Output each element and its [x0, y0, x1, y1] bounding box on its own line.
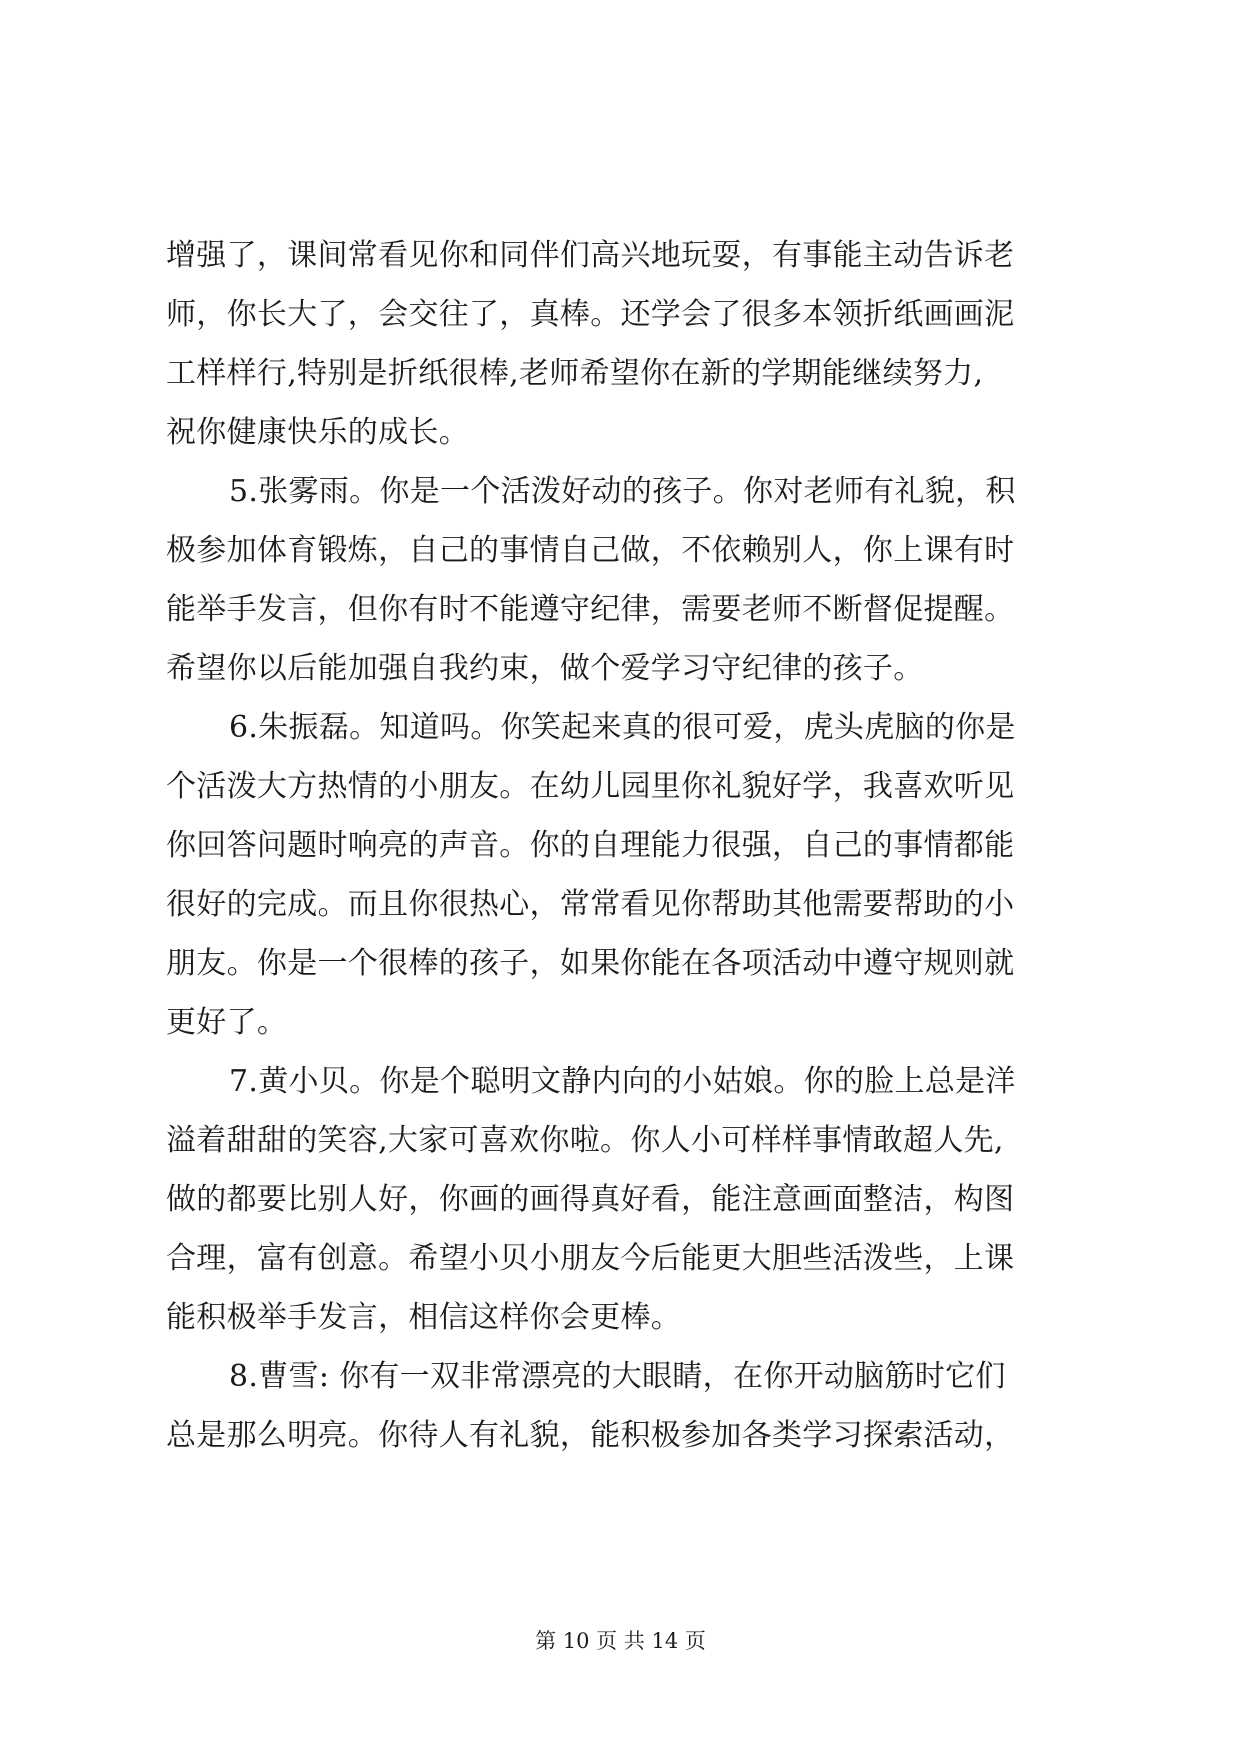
text-line: 增强了，课间常看见你和同伴们高兴地玩耍，有事能主动告诉老: [166, 238, 1015, 273]
text-line: 6.朱振磊。知道吗。你笑起来真的很可爱，虎头虎脑的你是: [229, 710, 1016, 745]
text-line: 做的都要比别人好，你画的画得真好看，能注意画面整洁，构图: [166, 1182, 1015, 1217]
text-line: 个活泼大方热情的小朋友。在幼儿园里你礼貌好学，我喜欢听见: [166, 769, 1015, 804]
paragraph-item-6: [166, 698, 1086, 1052]
text-line: 师，你长大了，会交往了，真棒。还学会了很多本领折纸画画泥: [166, 297, 1015, 332]
text-line: 能举手发言，但你有时不能遵守纪律，需要老师不断督促提醒。: [166, 592, 1015, 627]
text-line: 朋友。你是一个很棒的孩子，如果你能在各项活动中遵守规则就: [166, 946, 1015, 981]
text-line: 很好的完成。而且你很热心，常常看见你帮助其他需要帮助的小: [166, 887, 1015, 922]
text-line: 溢着甜甜的笑容,大家可喜欢你啦。你人小可样样事情敢超人先,: [166, 1123, 1004, 1158]
paragraph-item-8: [166, 1347, 1086, 1465]
text-line: 合理，富有创意。希望小贝小朋友今后能更大胆些活泼些，上课: [166, 1241, 1015, 1276]
text-line: 希望你以后能加强自我约束，做个爱学习守纪律的孩子。: [166, 651, 924, 686]
text-line: 你回答问题时响亮的声音。你的自理能力很强，自己的事情都能: [166, 828, 1015, 863]
text-line: 极参加体育锻炼，自己的事情自己做，不依赖别人，你上课有时: [166, 533, 1015, 568]
text-line: 能积极举手发言，相信这样你会更棒。: [166, 1300, 682, 1335]
page-number-footer: 第 10 页 共 14 页: [535, 1629, 706, 1653]
paragraph-continuation: [166, 226, 1086, 462]
text-line: 7.黄小贝。你是个聪明文静内向的小姑娘。你的脸上总是洋: [229, 1064, 1016, 1099]
text-line: 工样样行,特别是折纸很棒,老师希望你在新的学期能继续努力,: [166, 356, 984, 391]
paragraph-item-7: [166, 1052, 1086, 1347]
paragraph-item-5: [166, 462, 1086, 698]
text-line: 更好了。: [166, 1005, 288, 1040]
text-line: 8.曹雪: 你有一双非常漂亮的大眼睛，在你开动脑筋时它们: [229, 1359, 1006, 1394]
text-line: 5.张雾雨。你是一个活泼好动的孩子。你对老师有礼貌，积: [229, 474, 1016, 509]
document-body: [166, 226, 1086, 1465]
text-line: 祝你健康快乐的成长。: [166, 415, 469, 450]
text-line: 总是那么明亮。你待人有礼貌，能积极参加各类学习探索活动，: [166, 1418, 1015, 1453]
